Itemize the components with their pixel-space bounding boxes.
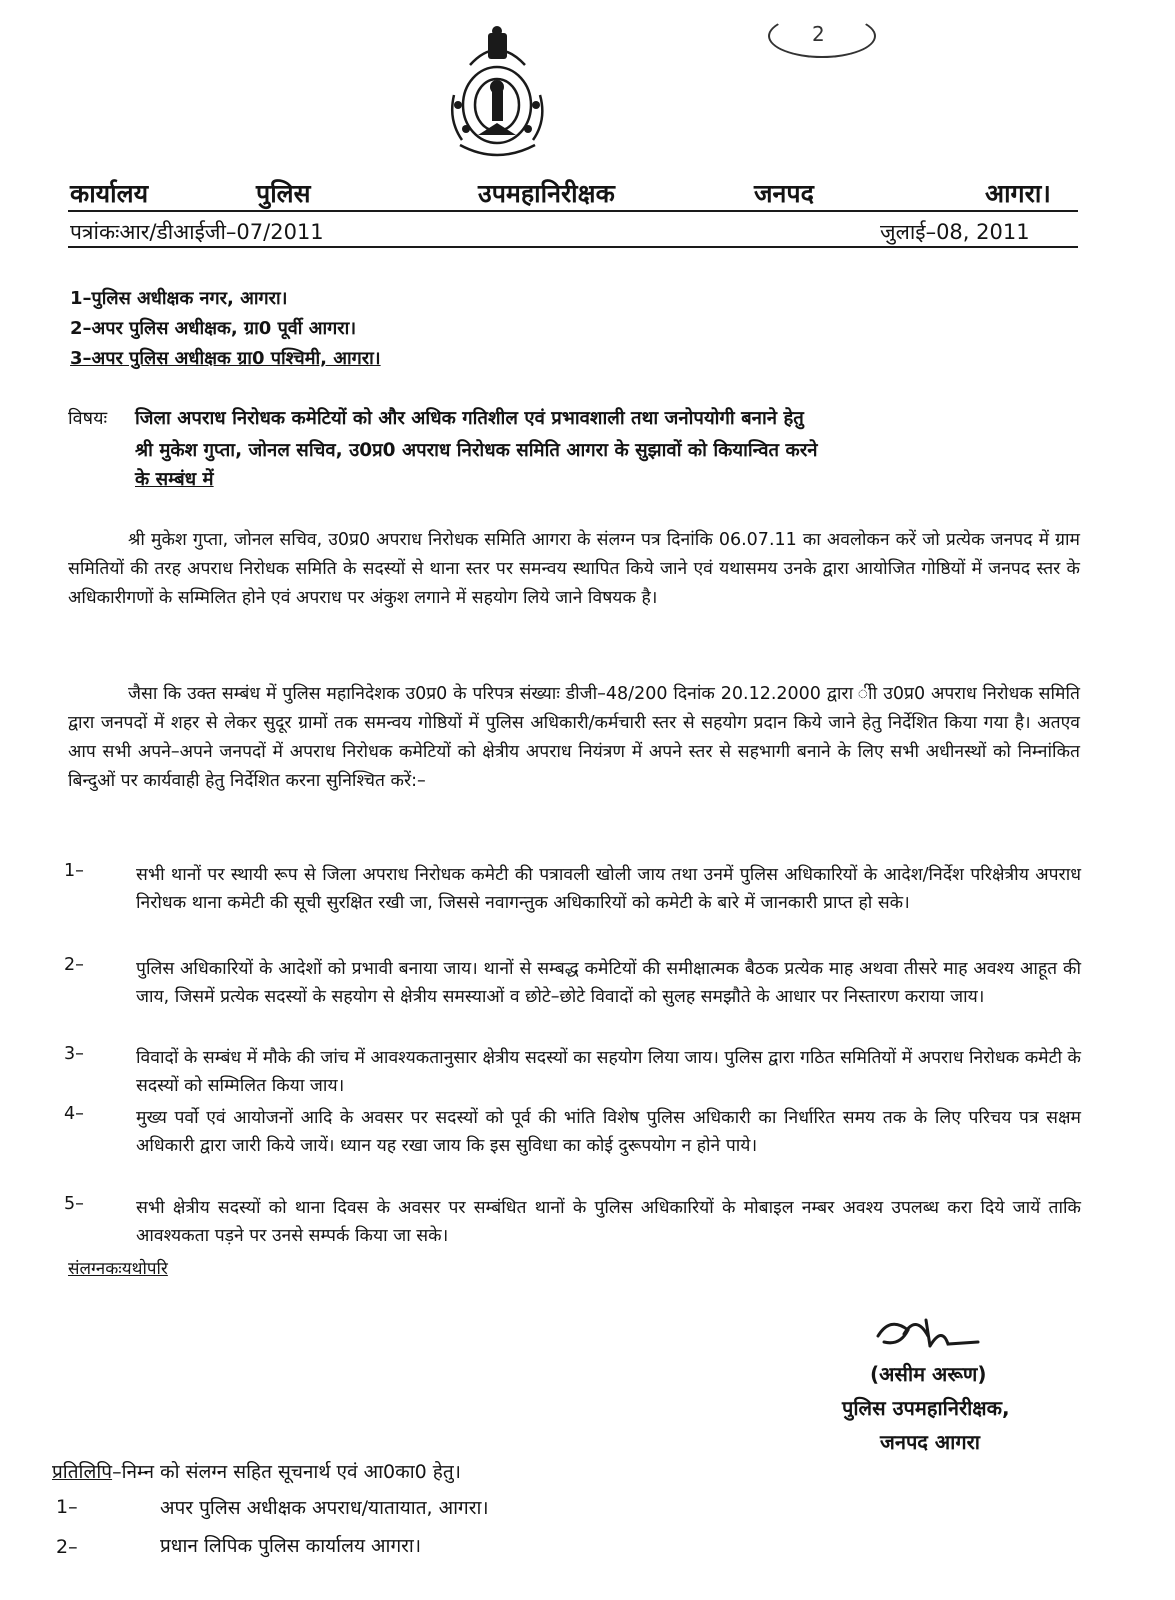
point-5-number: 5–	[64, 1194, 84, 1214]
header-police: पुलिस	[256, 179, 311, 208]
signatory-designation: पुलिस उपमहानिरीक्षक,	[842, 1396, 1010, 1420]
subject-line-2: श्री मुकेश गुप्ता, जोनल सचिव, उ0प्र0 अपराध निरोधक समिति आगरा के सुझावों को कियान्वित करने	[135, 440, 818, 461]
addressee-1: 1–पुलिस अधीक्षक नगर, आगरा।	[70, 288, 288, 309]
subject-line-1: जिला अपराध निरोधक कमेटियों को और अधिक गतिशील एवं प्रभावशाली तथा जनोपयोगी बनाने हेतु	[135, 408, 804, 429]
addressee-2: 2–अपर पुलिस अधीक्षक, ग्रा0 पूर्वी आगरा।	[70, 318, 357, 339]
attachment-note: संलग्नकःयथोपरि	[68, 1259, 168, 1279]
handwritten-signature	[870, 1306, 985, 1358]
point-2-text: पुलिस अधिकारियों के आदेशों को प्रभावी बनाया जाय। थानों से सम्बद्ध कमेटियों की समीक्षात्मक बैठक प्रत्येक माह अथवा तीसरे माह अवश्य आहूत की जाय, जिसमें प्रत्येक सदस्यों के सहयोग से क्षेत्रीय समस्याओं व छोटे–छोटे विवादों को सुलह समझौते के आधार पर निस्तारण कराया जाय।	[136, 959, 1081, 1007]
paragraph-1: श्री मुकेश गुप्ता, जोनल सचिव, उ0प्र0 अपराध निरोधक समिति आगरा के संलग्न पत्र दिनांकि 06.07.11 का अवलोकन करें जो प्रत्येक जनपद में ग्राम समितियों की तरह अपराध निरोधक समिति के सदस्यों से थाना स्तर पर समन्वय स्थापित किये जाने एवं यथासमय उनके द्वारा आयोजित गोष्ठियों में जनपद स्तर के अधिकारीगणों के सम्मिलित होने एवं अपराध पर अंकुश लगाने में सहयोग लिये जाने विषयक है।	[68, 530, 1080, 608]
reference-date: जुलाई–08, 2011	[880, 220, 1030, 244]
addressee-3: 3–अपर पुलिस अधीक्षक ग्रा0 पश्चिमी, आगरा।	[70, 348, 381, 369]
header-rule-top	[68, 210, 1078, 212]
header-city: आगरा।	[985, 179, 1051, 208]
header-office: कार्यालय	[70, 179, 149, 208]
header-rule-bottom	[68, 246, 1078, 248]
copy-item-2-text: प्रधान लिपिक पुलिस कार्यालय आगरा।	[160, 1535, 422, 1557]
point-4-text: मुख्य पर्वो एवं आयोजनों आदि के अवसर पर सदस्यों को पूर्व की भांति विशेष पुलिस अधिकारी का निर्धारित समय तक के लिए परिचय पत्र सक्षम अधिकारी द्वारा जारी किये जायें। ध्यान यह रखा जाय कि इस सुविधा का कोई दुरूपयोग न होने पाये।	[136, 1108, 1081, 1156]
police-emblem-icon	[440, 25, 555, 165]
header-district-label: जनपद	[754, 179, 814, 208]
copy-item-1-number: 1–	[56, 1496, 78, 1518]
signatory-district: जनपद आगरा	[880, 1430, 980, 1454]
copy-label: प्रतिलिपि	[52, 1461, 113, 1483]
page-number: 2	[812, 22, 825, 46]
header-designation: उपमहानिरीक्षक	[478, 179, 615, 208]
point-1-text: सभी थानों पर स्थायी रूप से जिला अपराध निरोधक कमेटी की पत्रावली खोली जाय तथा उनमें पुलिस अधिकारियों के आदेश/निर्देश परिक्षेत्रीय अपराध निरोधक थाना कमेटी की सूची सुरक्षित रखी जा, जिससे नवागन्तुक अधिकारियों को कमेटी के बारे में जानकारी प्राप्त हो सके।	[136, 865, 1081, 913]
point-1-number: 1–	[64, 861, 84, 881]
point-3-number: 3–	[64, 1044, 84, 1064]
subject-line-3: के सम्बंध में	[135, 469, 214, 490]
point-2-number: 2–	[64, 955, 84, 975]
reference-number: पत्रांकःआर/डीआईजी–07/2011	[70, 220, 324, 244]
copy-section	[52, 1458, 461, 1484]
copy-intro: –निम्न को संलग्न सहित सूचनार्थ एवं आ0का0 हेतु।	[112, 1461, 461, 1483]
copy-item-2-number: 2–	[56, 1536, 78, 1558]
paragraph-2: जैसा कि उक्त सम्बंध में पुलिस महानिदेशक उ0प्र0 के परिपत्र संख्याः डीजी–48/200 दिनांक 20.12.2000 द्वारा ीी उ0प्र0 अपराध निरोधक समिति द्वारा जनपदों में शहर से लेकर सुदूर ग्रामों तक समन्वय गोष्ठियों में पुलिस अधिकारी/कर्मचारी स्तर से सहयोग प्रदान किये जाने हेतु निर्देशित किया गया है। अतएव आप सभी अपने–अपने जनपदों में अपराध निरोधक कमेटियों को क्षेत्रीय अपराध नियंत्रण में अपने स्तर से सहभागी बनाने के लिए सभी अधीनस्थों को निम्नांकित बिन्दुओं पर कार्यवाही हेतु निर्देशित करना सुनिश्चित करें:–	[68, 684, 1080, 791]
copy-item-1-text: अपर पुलिस अधीक्षक अपराध/यातायात, आगरा।	[160, 1497, 489, 1519]
point-5-text: सभी क्षेत्रीय सदस्यों को थाना दिवस के अवसर पर सम्बंधित थानों के पुलिस अधिकारियों के मोबाइल नम्बर अवश्य उपलब्ध करा दिये जायें ताकि आवश्यकता पड़ने पर उनसे सम्पर्क किया जा सके।	[136, 1198, 1081, 1246]
point-4-number: 4–	[64, 1104, 84, 1124]
point-3-text: विवादों के सम्बंध में मौके की जांच में आवश्यकतानुसार क्षेत्रीय सदस्यों का सहयोग लिया जाय। पुलिस द्वारा गठित समितियों में अपराध निरोधक कमेटी के सदस्यों को सम्मिलित किया जाय।	[136, 1048, 1081, 1096]
subject-label: विषयः	[68, 408, 108, 429]
signatory-name: (असीम अरूण)	[870, 1362, 987, 1386]
